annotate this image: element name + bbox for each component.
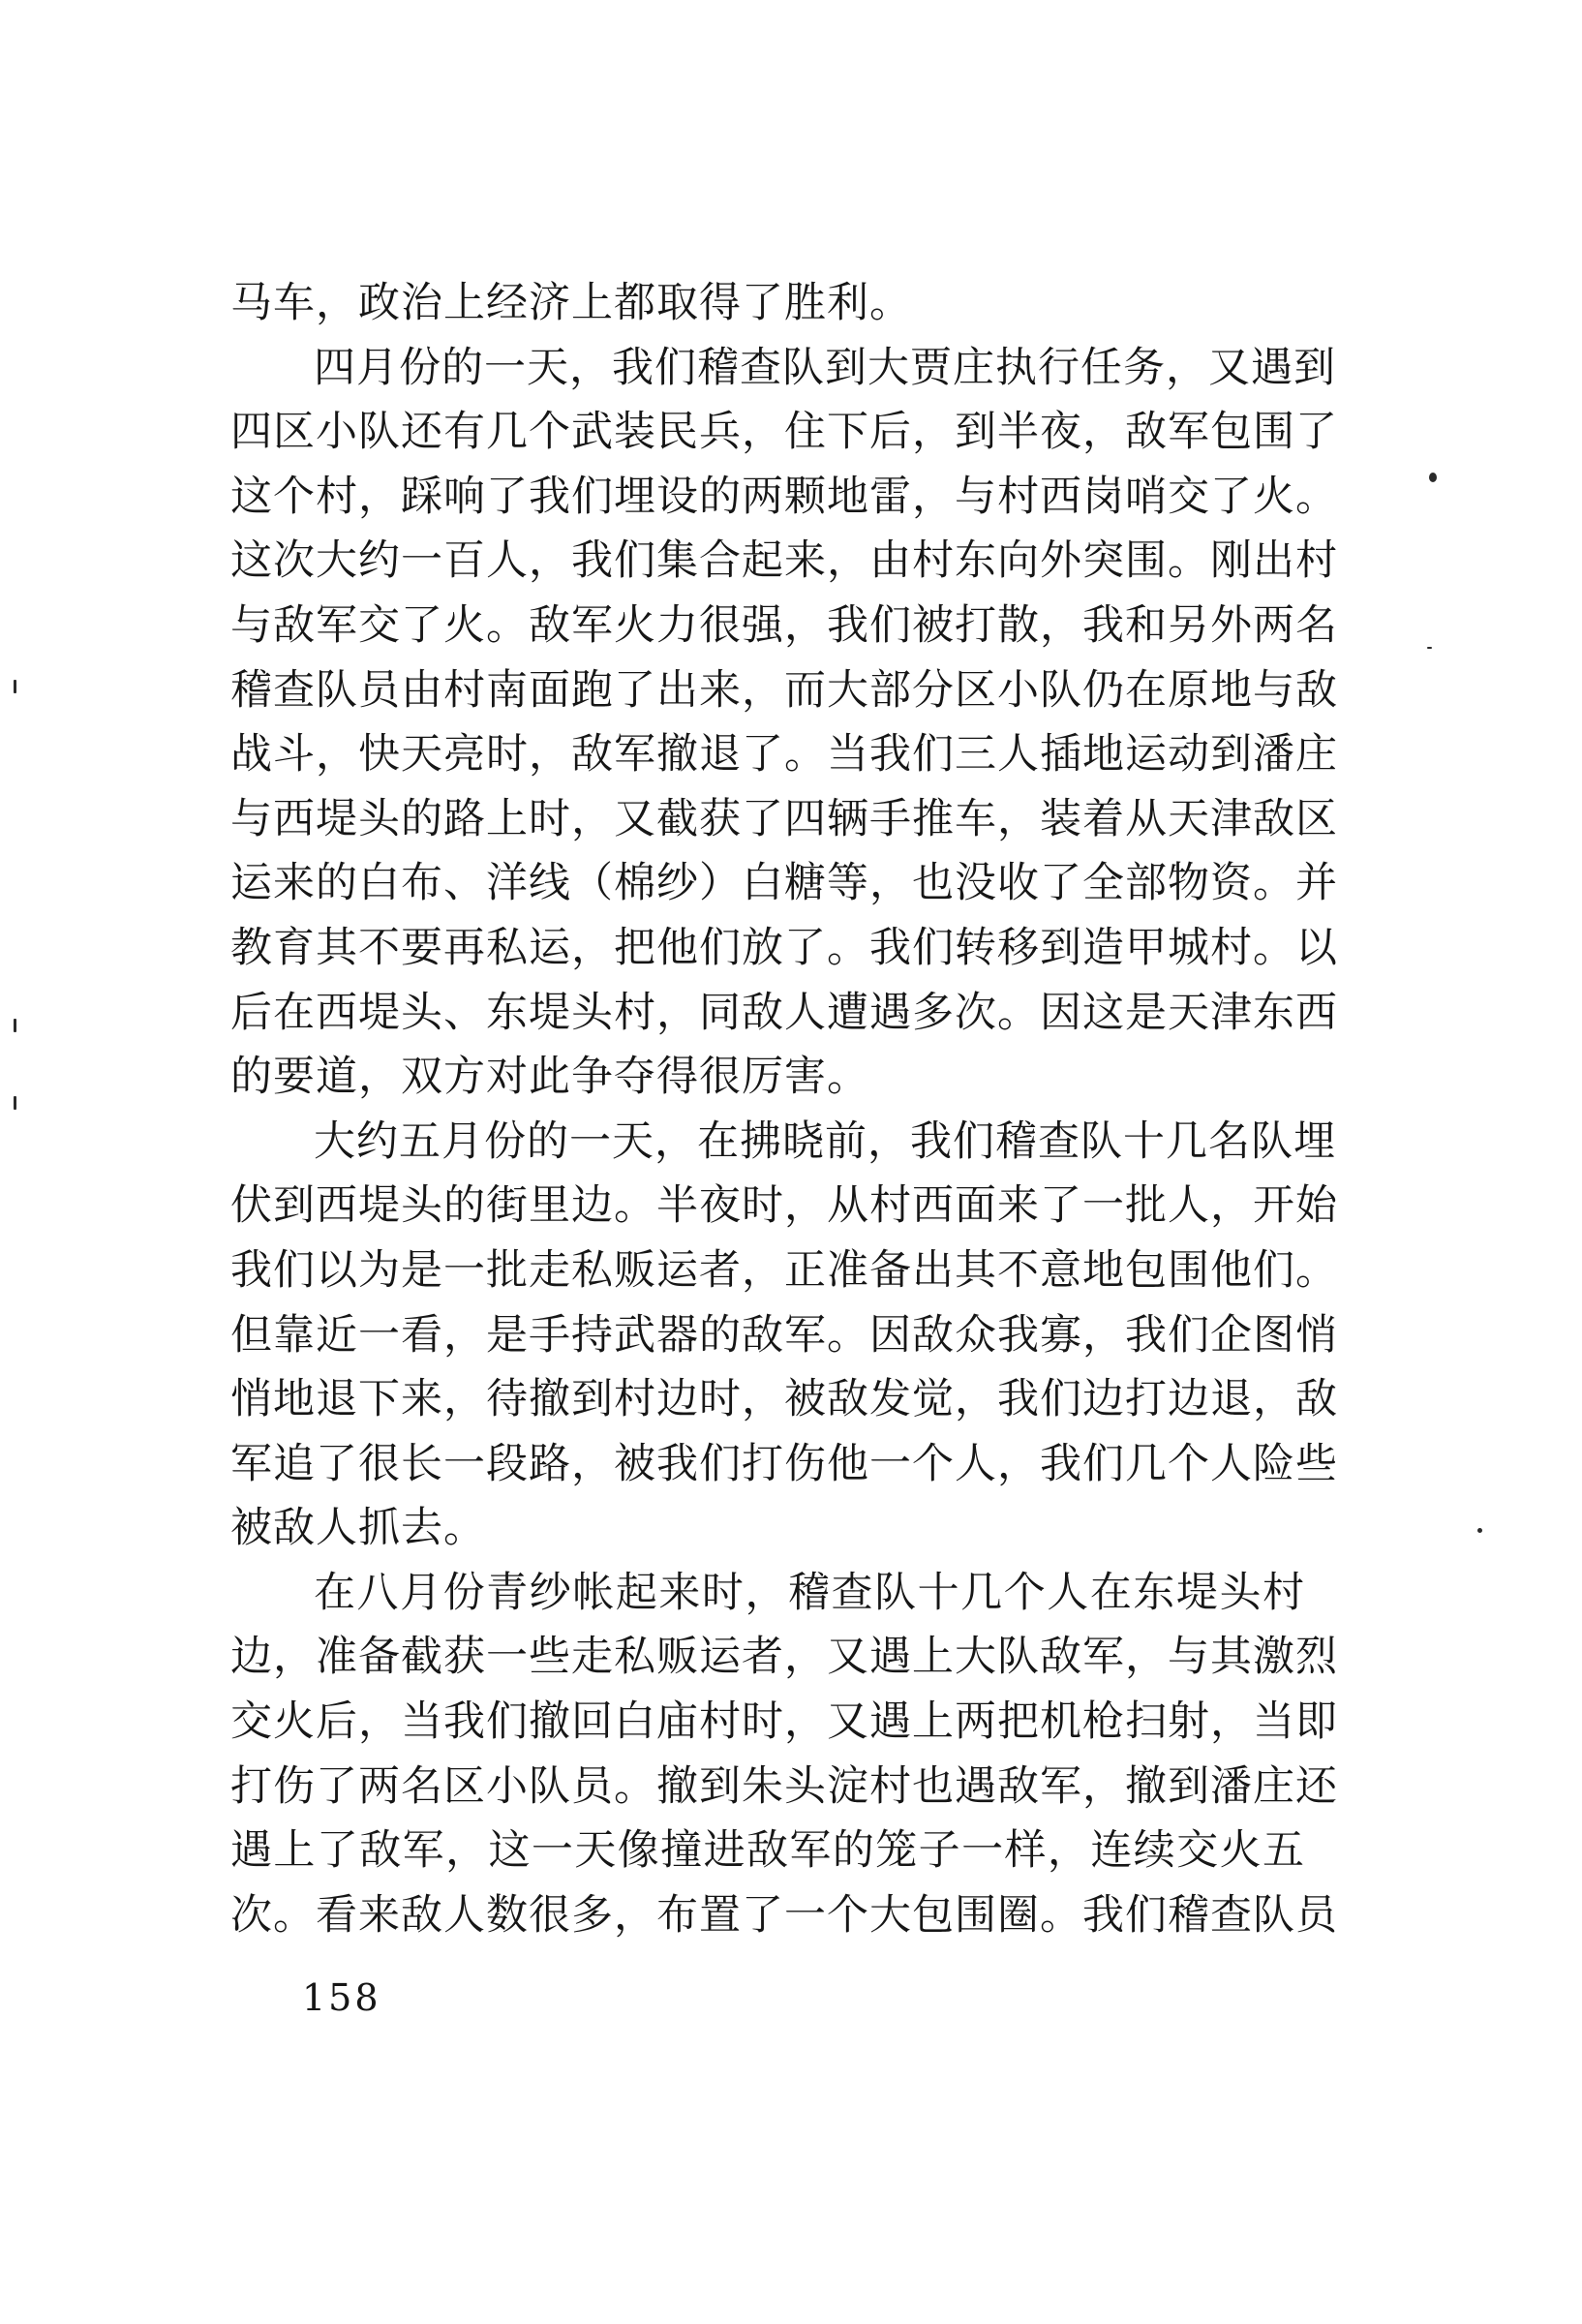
scan-speck [14, 1019, 16, 1032]
text-line: 这个村，踩响了我们埋设的两颗地雷，与村西岗哨交了火。 [230, 472, 1338, 521]
text-line: 伏到西堤头的街里边。半夜时，从村西面来了一批人，开始 [230, 1181, 1338, 1231]
text-line: 我们以为是一批走私贩运者，正准备出其不意地包围他们。 [230, 1245, 1338, 1295]
text-line: 大约五月份的一天，在拂晓前，我们稽查队十几名队埋 [314, 1116, 1336, 1166]
text-line: 打伤了两名区小队员。撤到朱头淀村也遇敌军，撤到潘庄还 [230, 1761, 1338, 1811]
text-line: 悄地退下来，待撤到村边时，被敌发觉，我们边打边退，敌 [230, 1375, 1338, 1424]
text-line: 这次大约一百人，我们集合起来，由村东向外突围。刚出村 [230, 536, 1338, 586]
body-text [230, 271, 1338, 1947]
text-line: 后在西堤头、东堤头村，同敌人遭遇多次。因这是天津东西 [230, 988, 1338, 1037]
text-line: 四区小队还有几个武装民兵，住下后，到半夜，敌军包围了 [230, 408, 1338, 457]
page-number: 158 [302, 1976, 381, 2019]
text-line: 教育其不要再私运，把他们放了。我们转移到造甲城村。以 [230, 923, 1338, 972]
text-line: 与敌军交了火。敌军火力很强，我们被打散，我和另外两名 [230, 600, 1338, 650]
scan-speck [14, 1096, 16, 1110]
text-line: 边，准备截获一些走私贩运者，又遇上大队敌军，与其激烈 [230, 1633, 1338, 1682]
text-line: 马车，政治上经济上都取得了胜利。 [230, 279, 912, 327]
text-line: 稽查队员由村南面跑了出来，而大部分区小队仍在原地与敌 [230, 665, 1338, 715]
text-line: 被敌人抓去。 [230, 1504, 486, 1553]
scan-speck [14, 680, 16, 693]
text-line: 遇上了敌军，这一天像撞进敌军的笼子一样，连续交火五 [230, 1826, 1305, 1876]
text-line: 战斗，快天亮时，敌军撤退了。当我们三人插地运动到潘庄 [230, 730, 1338, 780]
text-line: 交火后，当我们撤回白庙村时，又遇上两把机枪扫射，当即 [230, 1697, 1338, 1747]
text-line: 但靠近一看，是手持武器的敌军。因敌众我寡，我们企图悄 [230, 1310, 1338, 1360]
scan-speck [1477, 1528, 1482, 1533]
text-line: 军追了很长一段路，被我们打伤他一个人，我们几个人险些 [230, 1439, 1338, 1488]
scan-speck [1429, 473, 1437, 482]
text-line: 的要道，双方对此争夺得很厉害。 [230, 1053, 869, 1102]
text-line: 运来的白布、洋线（棉纱）白糖等，也没收了全部物资。并 [230, 859, 1338, 908]
text-line: 与西堤头的路上时，又截获了四辆手推车，装着从天津敌区 [230, 794, 1338, 843]
text-line: 次。看来敌人数很多，布置了一个大包围圈。我们稽查队员 [230, 1890, 1338, 1940]
scan-speck [1427, 647, 1432, 649]
text-line: 在八月份青纱帐起来时，稽查队十几个人在东堤头村 [314, 1568, 1305, 1617]
text-line: 四月份的一天，我们稽查队到大贾庄执行任务，又遇到 [314, 343, 1336, 392]
